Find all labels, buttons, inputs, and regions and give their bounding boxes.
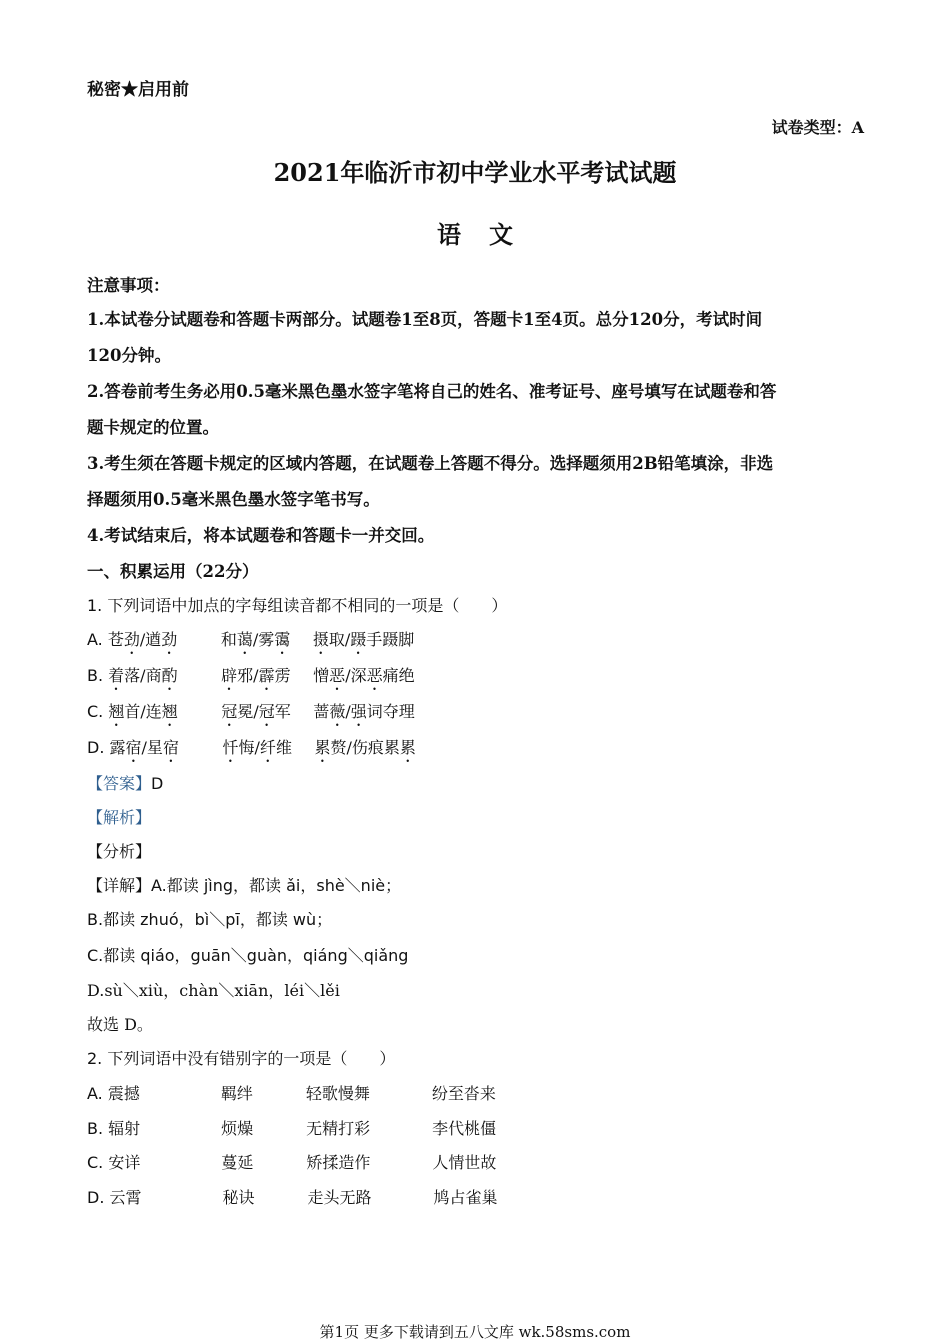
- option-word: 无精打彩: [306, 1119, 371, 1138]
- option-word: 纷至沓来: [431, 1084, 496, 1103]
- question-1-option-c: [87, 702, 415, 730]
- page-footer: 第1页 更多下载请到五八文库 wk.58sms.com: [319, 1323, 631, 1341]
- option-word: 轻歌慢舞: [305, 1084, 370, 1103]
- fenxi-tag: 【分析】: [87, 842, 152, 861]
- option-word: 秘诀: [222, 1188, 255, 1207]
- option-word: 走头无路: [307, 1188, 372, 1207]
- section-heading: 一、积累运用（22分）: [87, 562, 259, 581]
- notice-line: 4.考试结束后，将本试题卷和答题卡一并交回。: [87, 526, 435, 545]
- option-group: 憎恶/深恶痛绝: [313, 666, 415, 685]
- notice-line: 2.答卷前考生务必用0.5毫米黑色墨水签字笔将自己的姓名、准考证号、座号填写在试题卷和答: [87, 382, 777, 401]
- option-letter: D.: [87, 738, 105, 757]
- option-word: 矫揉造作: [306, 1153, 371, 1172]
- question-1-option-d: [87, 738, 416, 766]
- notice-line: 题卡规定的位置。: [87, 418, 219, 437]
- question-2-option-c: [87, 1153, 496, 1173]
- option-group: 辟邪/霹雳: [221, 666, 291, 685]
- option-group: 摄取/蹑手蹑脚: [312, 630, 415, 649]
- detail-line: D.sù＼xiù，chàn＼xiān，léi＼lěi: [87, 981, 340, 1000]
- option-group: 蔷薇/强词夺理: [313, 702, 415, 721]
- option-letter: D.: [87, 1188, 105, 1207]
- notice-line: 择题须用0.5毫米黑色墨水签字笔书写。: [87, 490, 380, 509]
- detail-line: 【详解】A.都读 jìng，都读 ǎi，shè＼niè；: [87, 876, 402, 895]
- option-word: 烦燥: [221, 1119, 254, 1138]
- question-1-text: 1. 下列词语中加点的字每组读音都不相同的一项是（ ）: [87, 596, 508, 615]
- option-letter: A.: [87, 630, 103, 649]
- option-letter: C.: [87, 1153, 104, 1172]
- paper-type-label: 试卷类型：A: [771, 118, 864, 137]
- notice-heading: 注意事项：: [87, 276, 170, 295]
- option-group: 忏悔/纤维: [222, 738, 292, 757]
- option-letter: A.: [87, 1084, 103, 1103]
- question-2-option-d: [87, 1188, 498, 1208]
- question-2-option-b: [87, 1119, 496, 1139]
- option-group: 苍劲/遒劲: [107, 630, 178, 649]
- option-group: 累赘/伤痕累累: [314, 738, 416, 757]
- question-1-option-a: [87, 630, 414, 658]
- option-word: 羁绊: [220, 1084, 253, 1103]
- option-letter: B.: [87, 666, 104, 685]
- option-group: 冠冕/冠军: [221, 702, 291, 721]
- detail-line: C.都读 qiáo，guān＼guàn，qiáng＼qiǎng: [87, 946, 409, 965]
- option-word: 蔓延: [221, 1153, 254, 1172]
- detail-line: B.都读 zhuó，bì＼pī，都读 wù；: [87, 910, 333, 929]
- subject-title: 语文: [437, 220, 541, 249]
- option-letter: B.: [87, 1119, 104, 1138]
- option-word: 李代桃僵: [432, 1119, 497, 1138]
- option-word: 鸠占雀巢: [433, 1188, 498, 1207]
- exam-title: 2021年临沂市初中学业水平考试试题: [273, 158, 677, 187]
- option-group: 和蔼/雾霭: [220, 630, 291, 649]
- option-letter: C.: [87, 702, 104, 721]
- option-word: 辐射: [108, 1119, 141, 1138]
- question-1-stem: [87, 596, 507, 616]
- notice-line: 1.本试卷分试题卷和答题卡两部分。试题卷1至8页，答题卡1至4页。总分120分，考试时间: [87, 310, 763, 329]
- notice-line: 3.考生须在答题卡规定的区域内答题，在试题卷上答题不得分。选择题须用2B铅笔填涂，非选: [87, 454, 774, 473]
- question-1-option-b: [87, 666, 415, 694]
- question-2-stem: 2. 下列词语中没有错别字的一项是（ ）: [87, 1049, 396, 1068]
- option-group: 露宿/星宿: [109, 738, 179, 757]
- detail-line: 故选 D。: [87, 1015, 153, 1034]
- option-group: 着落/商酌: [108, 666, 178, 685]
- option-word: 震撼: [107, 1084, 140, 1103]
- question-2-option-a: [87, 1084, 496, 1104]
- option-word: 人情世故: [432, 1153, 497, 1172]
- answer-line: [87, 774, 163, 794]
- option-group: 翘首/连翘: [108, 702, 178, 721]
- answer-value: D: [151, 774, 164, 793]
- confidential-label: 秘密★启用前: [87, 80, 189, 100]
- option-word: 云霄: [109, 1188, 142, 1207]
- notice-line: 120分钟。: [87, 346, 171, 365]
- answer-tag: 【答案】: [87, 774, 152, 793]
- option-word: 安详: [108, 1153, 141, 1172]
- analysis-tag: 【解析】: [87, 808, 152, 827]
